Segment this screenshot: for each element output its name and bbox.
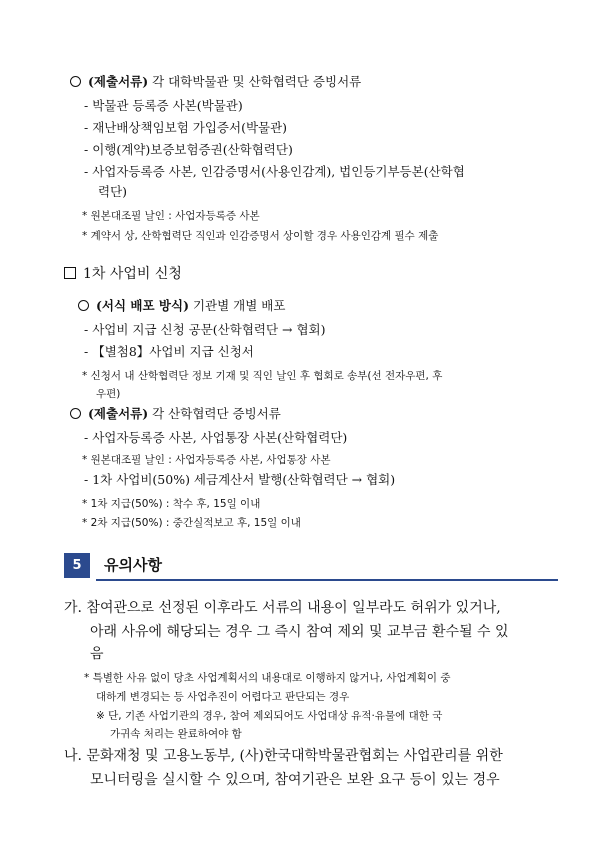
heading-text: 각 산학협력단 증빙서류 <box>152 406 281 421</box>
distribution-heading <box>78 298 285 314</box>
list-item: - 1차 사업비(50%) 세금계산서 발행(산학협력단 → 협회) <box>84 472 396 487</box>
note-item: * 1차 지급(50%) : 착수 후, 15일 이내 <box>82 498 261 510</box>
remark-item-continuation: 가귀속 처리는 완료하여야 함 <box>110 728 242 740</box>
submission-docs-heading-1 <box>70 74 361 90</box>
circle-bullet-icon <box>70 408 81 419</box>
section-divider <box>96 579 558 581</box>
heading-text: 기관별 개별 배포 <box>192 298 286 313</box>
note-item: * 신청서 내 산학협력단 정보 기재 및 직인 날인 후 협회로 송부(선 전자우편, 후 <box>82 370 443 382</box>
note-item: * 원본대조필 날인 : 사업자등록증 사본, 사업통장 사본 <box>82 454 331 466</box>
paragraph-line: 가. 참여관으로 선정된 이후라도 서류의 내용이 일부라도 허위가 있거나, <box>64 600 501 616</box>
section-title: 유의사항 <box>104 556 162 574</box>
list-item: - 재난배상책임보험 가입증서(박물관) <box>84 120 288 135</box>
square-bullet-icon <box>64 267 76 279</box>
note-item: * 특별한 사유 없이 당초 사업계획서의 내용대로 이행하지 않거나, 사업계획이 중 <box>84 672 451 684</box>
note-item: * 계약서 상, 산학협력단 직인과 인감증명서 상이할 경우 사용인감계 필수 제출 <box>82 230 439 242</box>
subsection-title-text: 1차 사업비 신청 <box>83 266 182 282</box>
paragraph-line: 나. 문화재청 및 고용노동부, (사)한국대학박물관협회는 사업관리를 위한 <box>64 748 503 764</box>
list-item: - 사업자등록증 사본, 사업통장 사본(산학협력단) <box>84 430 348 445</box>
remark-item: ※ 단, 기존 사업기관의 경우, 참여 제외되어도 사업대상 유적·유물에 대한 국 <box>96 710 443 722</box>
heading-text: 각 대학박물관 및 산학협력단 증빙서류 <box>152 74 362 89</box>
heading-label: (제출서류) <box>88 406 149 421</box>
note-item-continuation: 대하게 변경되는 등 사업추진이 어렵다고 판단되는 경우 <box>96 691 350 703</box>
paragraph-line: 음 <box>90 646 104 662</box>
list-item: - 이행(계약)보증보험증권(산학협력단) <box>84 142 293 157</box>
circle-bullet-icon <box>70 76 81 87</box>
list-item: - 사업자등록증 사본, 인감증명서(사용인감계), 법인등기부등본(산학협 <box>84 164 465 179</box>
heading-label: (서식 배포 방식) <box>96 298 189 313</box>
section-number-badge: 5 <box>64 553 90 578</box>
note-item: * 2차 지급(50%) : 중간실적보고 후, 15일 이내 <box>82 517 301 529</box>
submission-docs-heading-2 <box>70 406 281 422</box>
circle-bullet-icon <box>78 300 89 311</box>
heading-label: (제출서류) <box>88 74 149 89</box>
list-item: - 사업비 지급 신청 공문(산학협력단 → 협회) <box>84 322 326 337</box>
subsection-title <box>64 264 182 284</box>
list-item-continuation: 력단) <box>98 184 128 199</box>
note-item: * 원본대조필 날인 : 사업자등록증 사본 <box>82 210 260 222</box>
paragraph-line: 아래 사유에 해당되는 경우 그 즉시 참여 제외 및 교부금 환수될 수 있 <box>90 624 509 640</box>
paragraph-line: 모니터링을 실시할 수 있으며, 참여기관은 보완 요구 등이 있는 경우 <box>90 772 500 788</box>
list-item: - 박물관 등록증 사본(박물관) <box>84 98 243 113</box>
list-item: - 【별첨8】사업비 지급 신청서 <box>84 344 254 359</box>
note-item-continuation: 우편) <box>96 388 121 400</box>
